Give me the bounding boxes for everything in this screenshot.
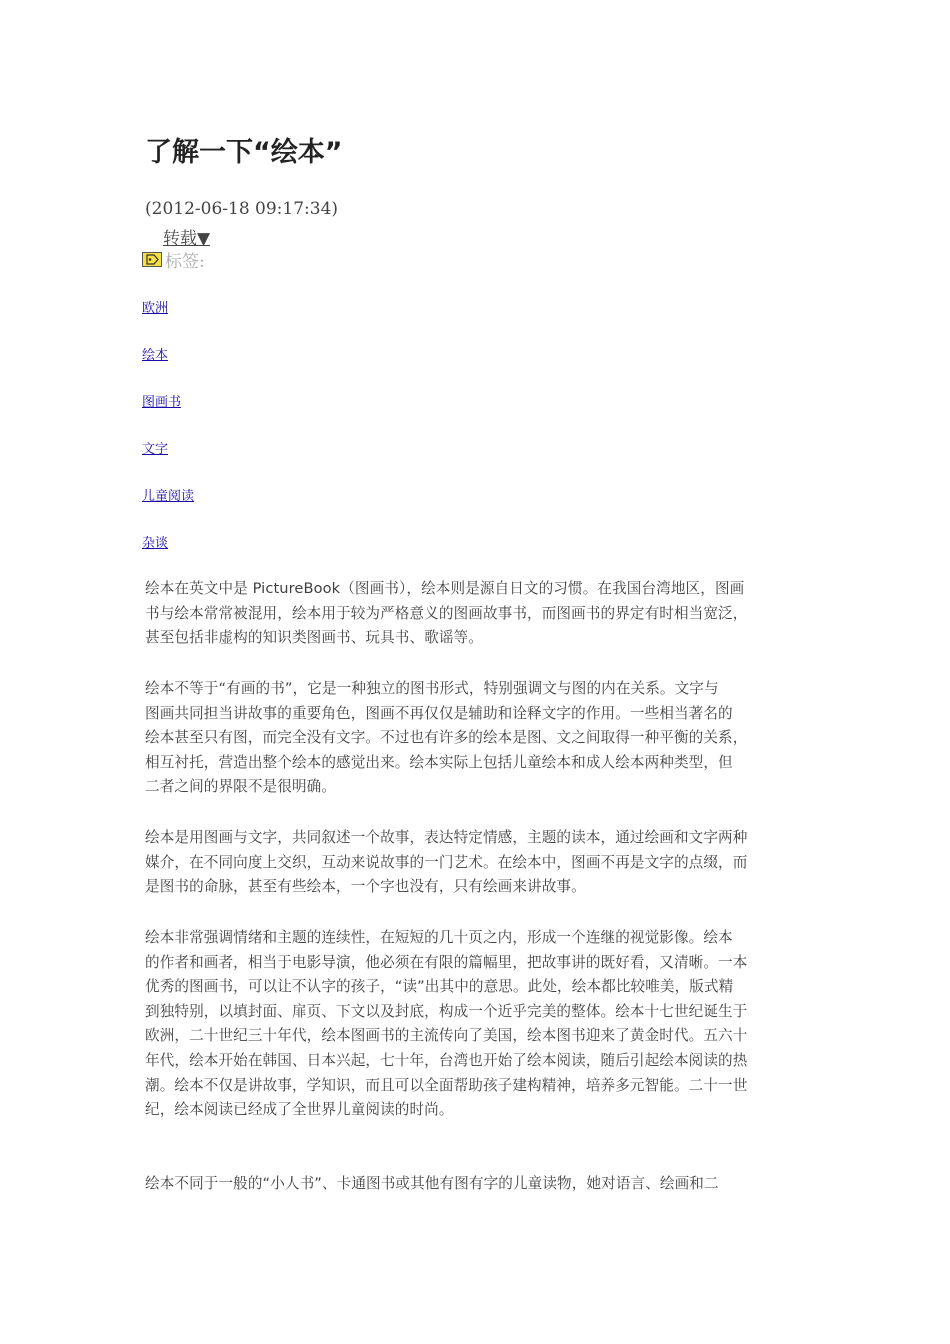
tag-link-text[interactable]: 文字 xyxy=(142,442,169,457)
paragraph-line: 绘本不同于一般的“小人书”、卡通图书或其他有图有字的儿童读物，她对语言、绘画和二 xyxy=(145,1175,719,1192)
tag-icon xyxy=(142,252,162,267)
paragraph-line: 是图书的命脉，甚至有些绘本，一个字也没有，只有绘画来讲故事。 xyxy=(145,878,586,896)
article-title: 了解一下“绘本” xyxy=(145,137,343,168)
tags-header xyxy=(142,248,205,270)
paragraph-line: 纪，绘本阅读已经成了全世界儿童阅读的时尚。 xyxy=(145,1101,454,1119)
paragraph-line: 欧洲，二十世纪三十年代，绘本图画书的主流传向了美国，绘本图书迎来了黄金时代。五六十 xyxy=(145,1027,748,1045)
paragraph-line: 书与绘本常常被混用，绘本用于较为严格意义的图画故事书，而图画书的界定有时相当宽泛， xyxy=(145,604,748,622)
paragraph-line: 二者之间的界限不是很明确。 xyxy=(145,778,337,796)
repost-toggle[interactable]: 转载▼ xyxy=(163,229,211,249)
paragraph-2 xyxy=(145,677,813,800)
paragraph-line: 绘本不等于“有画的书”，它是一种独立的图书形式，特别强调文与图的内在关系。文字与 xyxy=(145,680,719,697)
tag-link-misc[interactable]: 杂谈 xyxy=(142,536,169,551)
tag-link-europe[interactable]: 欧洲 xyxy=(142,301,169,316)
paragraph-line: 潮。绘本不仅是讲故事，学知识，而且可以全面帮助孩子建构精神，培养多元智能。二十一世 xyxy=(145,1076,748,1094)
article-date: (2012-06-18 09:17:34) xyxy=(145,199,339,219)
paragraph-line: 年代，绘本开始在韩国、日本兴起，七十年，台湾也开始了绘本阅读，随后引起绘本阅读的热 xyxy=(145,1051,748,1069)
tag-link-picture-book[interactable]: 绘本 xyxy=(142,348,169,363)
paragraph-5 xyxy=(145,1172,813,1197)
paragraph-1 xyxy=(145,577,813,651)
paragraph-line: 绘本非常强调情绪和主题的连续性，在短短的几十页之内，形成一个连继的视觉影像。绘本 xyxy=(145,929,733,946)
tags-label: 标签: xyxy=(165,251,205,272)
paragraph-4 xyxy=(145,926,813,1123)
paragraph-line: 到独特别，以填封面、扉页、下文以及封底，构成一个近乎完美的整体。绘本十七世纪诞生于 xyxy=(145,1002,748,1020)
paragraph-line: 甚至包括非虚构的知识类图画书、玩具书、歌谣等。 xyxy=(145,629,483,647)
paragraph-line: 绘本是用图画与文字，共同叙述一个故事，表达特定情感，主题的读本，通过绘画和文字两种 xyxy=(145,829,748,846)
paragraph-line: 绘本甚至只有图，而完全没有文字。不过也有许多的绘本是图、文之间取得一种平衡的关系， xyxy=(145,729,748,747)
tag-link-children-reading[interactable]: 儿童阅读 xyxy=(142,489,195,504)
paragraph-line: 绘本在英文中是 PictureBook（图画书），绘本则是源自日文的习惯。在我国台湾地区，图画 xyxy=(145,580,745,597)
paragraph-line: 的作者和画者，相当于电影导演，他必须在有限的篇幅里，把故事讲的既好看，又清晰。一本 xyxy=(145,953,748,971)
paragraph-line: 相互衬托，营造出整个绘本的感觉出来。绘本实际上包括儿童绘本和成人绘本两种类型，但 xyxy=(145,753,733,771)
paragraph-line: 优秀的图画书，可以让不认字的孩子，“读”出其中的意思。此处，绘本都比较唯美，版式精 xyxy=(145,978,734,996)
paragraph-3 xyxy=(145,826,813,900)
paragraph-line: 图画共同担当讲故事的重要角色，图画不再仅仅是辅助和诠释文字的作用。一些相当著名的 xyxy=(145,704,733,722)
tag-link-illustrated-book[interactable]: 图画书 xyxy=(142,395,182,410)
paragraph-line: 媒介，在不同向度上交织，互动来说故事的一门艺术。在绘本中，图画不再是文字的点缀，而 xyxy=(145,853,748,871)
